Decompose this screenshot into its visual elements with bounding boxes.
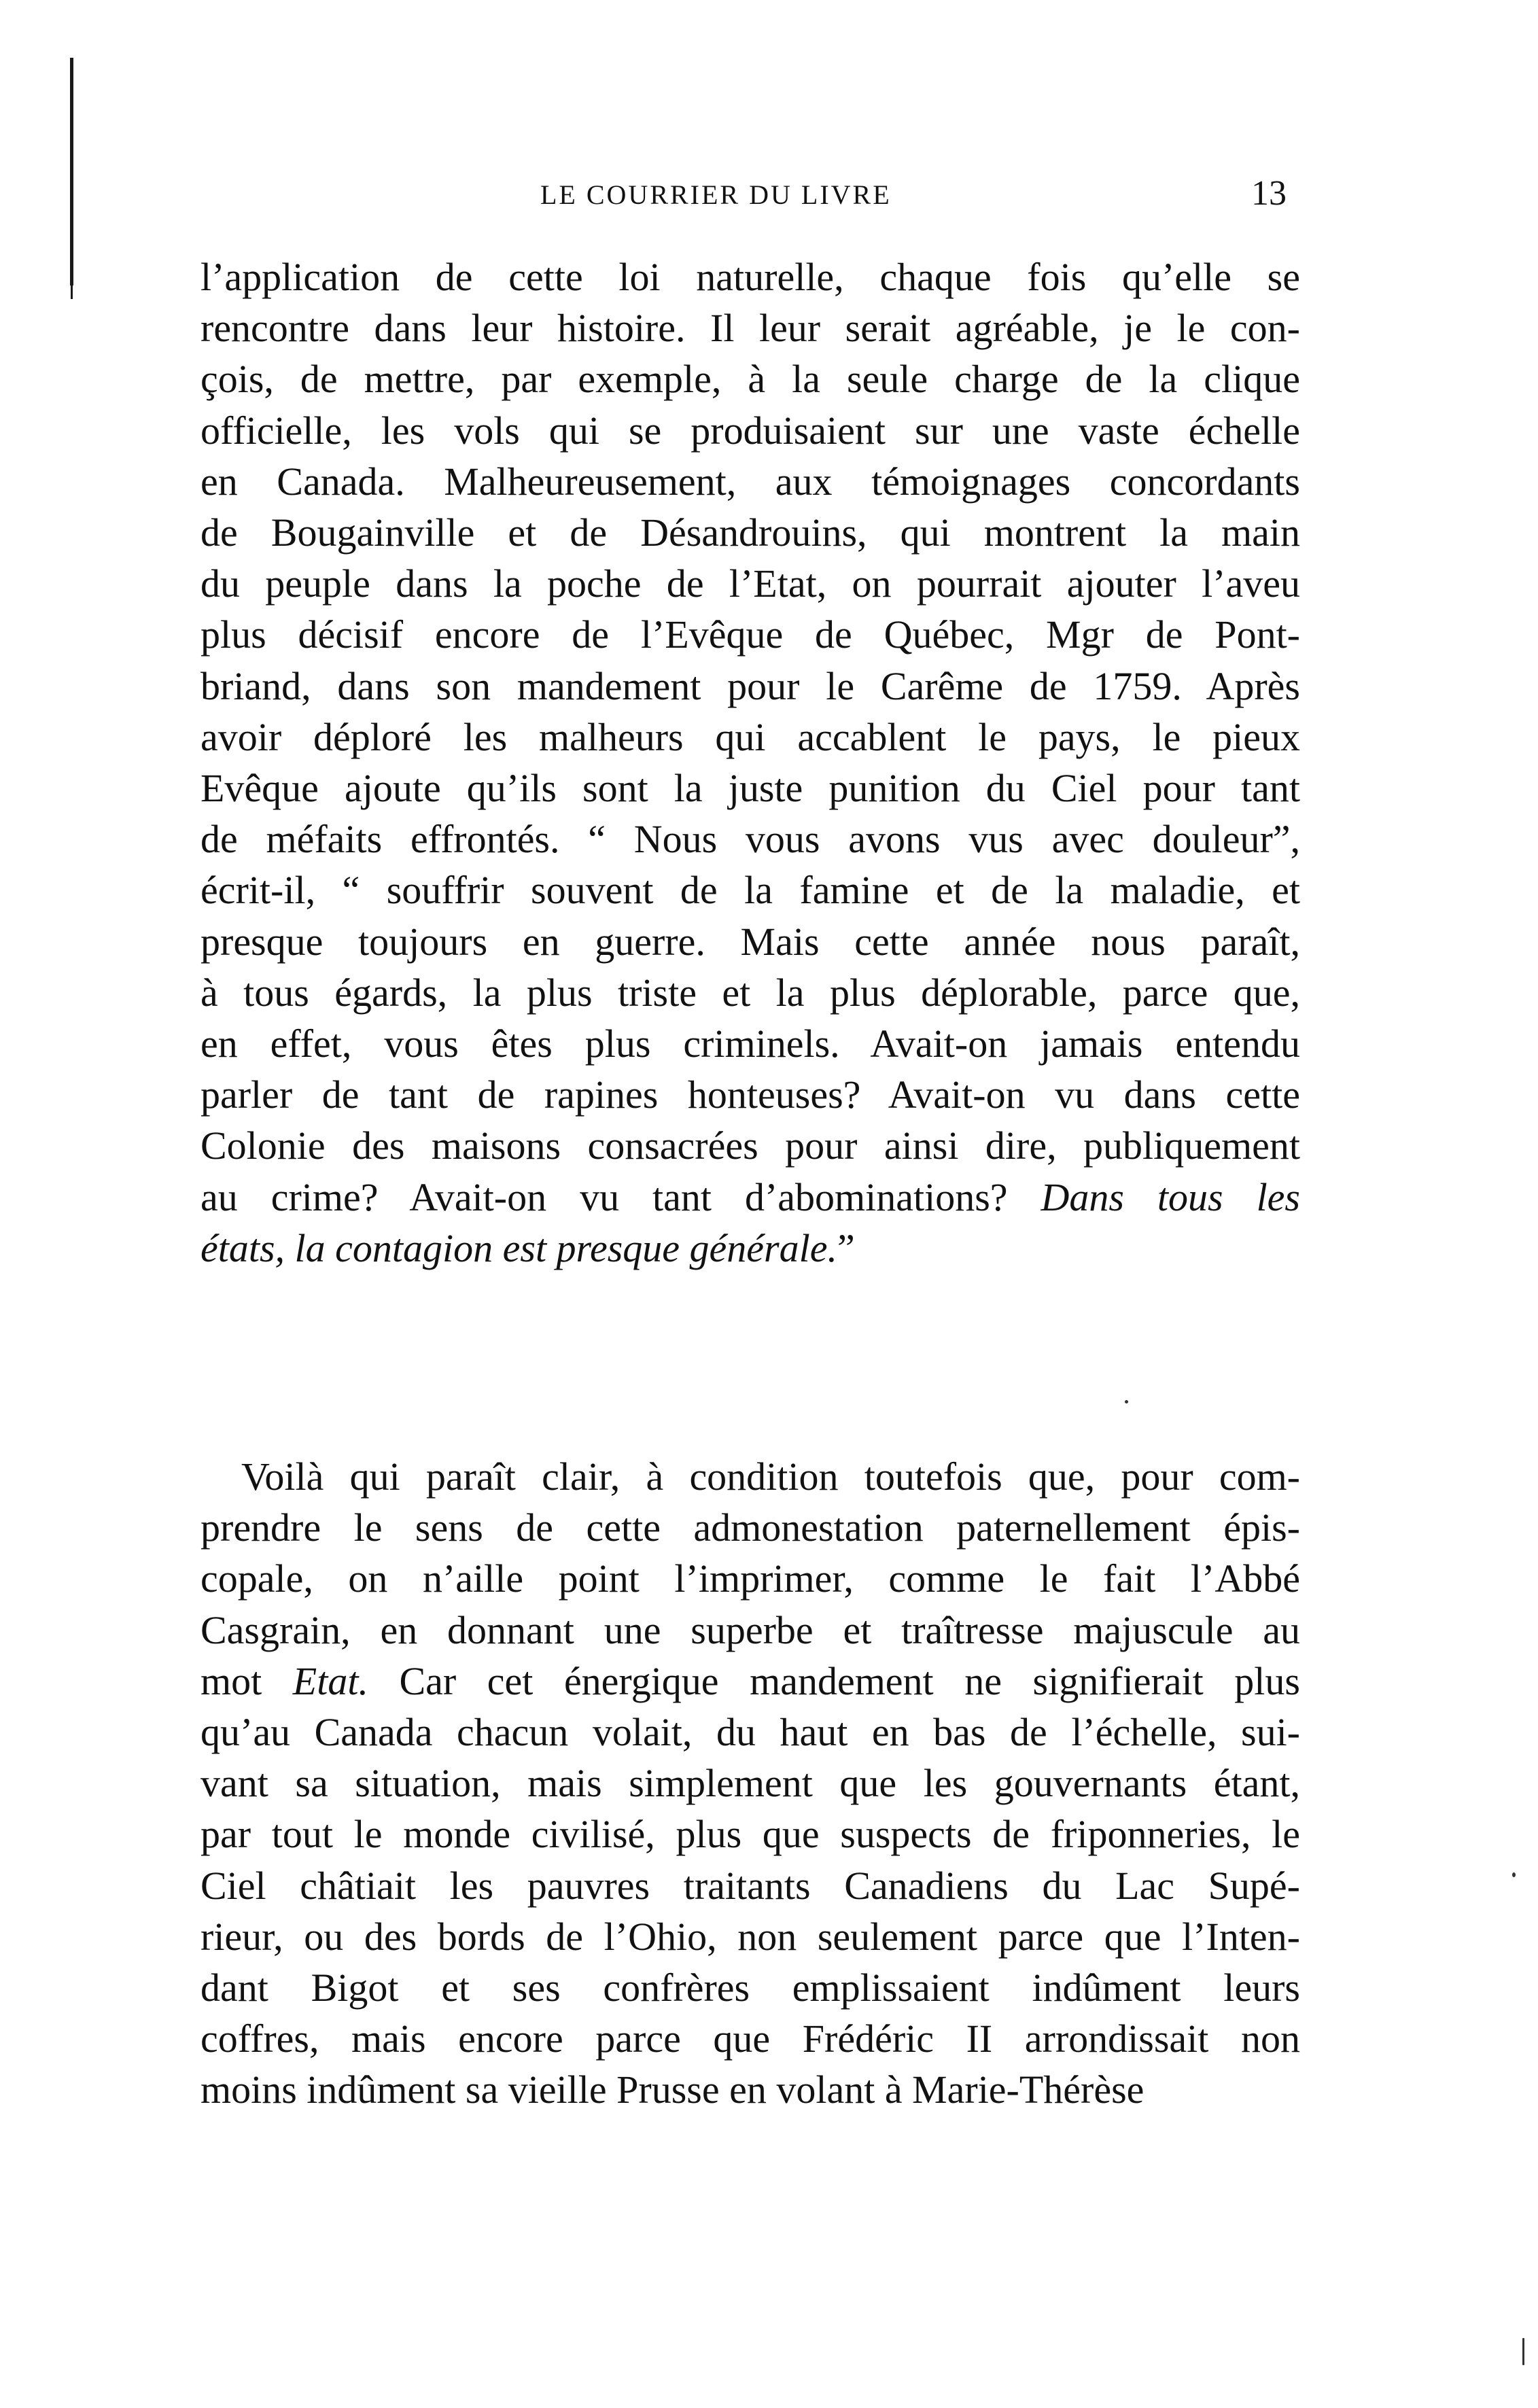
paragraph-2 — [200, 1451, 1300, 2116]
text-line: du peuple dans la poche de l’Etat, on pourrait ajouter l’aveu — [200, 561, 1300, 606]
italic-segment: Dans tous les — [1041, 1174, 1300, 1219]
text-line-mixed — [200, 1656, 1300, 1707]
running-title: LE COURRIER DU LIVRE — [540, 179, 892, 210]
text-line: Evêque ajoute qu’ils sont la juste punition du Ciel pour tant — [200, 766, 1300, 811]
text-line: de Bougainville et de Désandrouins, qui montrent la main — [200, 510, 1300, 555]
paragraph-1 — [200, 251, 1300, 1274]
text-line: vant sa situation, mais simplement que les gouvernants étant, — [200, 1761, 1300, 1806]
scan-speck — [1125, 1400, 1128, 1403]
text-segment: Car cet énergique mandement ne signifierait plus — [399, 1658, 1300, 1703]
text-line: l’application de cette loi naturelle, chaque fois qu’elle se — [200, 255, 1300, 299]
text-line: plus décisif encore de l’Evêque de Québec, Mgr de Pont- — [200, 612, 1300, 657]
text-line: rencontre dans leur histoire. Il leur serait agréable, je le con- — [200, 306, 1300, 351]
italic-segment: Etat. — [292, 1658, 368, 1703]
text-line: écrit-il, “ souffrir souvent de la famine et de la maladie, et — [200, 868, 1300, 913]
text-line: parler de tant de rapines honteuses? Avait-on vu dans cette — [200, 1072, 1300, 1117]
text-line: officielle, les vols qui se produisaient sur une vaste échelle — [200, 408, 1300, 453]
scan-speck — [1522, 2338, 1524, 2365]
text-line: avoir déploré les malheurs qui accablent le pays, le pieux — [200, 714, 1300, 759]
italic-quote: états, la contagion est presque générale. — [200, 1225, 837, 1270]
text-line-first: Voilà qui paraît clair, à condition toutefois que, pour com- — [241, 1454, 1300, 1499]
text-line: Colonie des maisons consacrées pour ainsi dire, publiquement — [200, 1123, 1300, 1168]
text-line: dant Bigot et ses confrères emplissaient indûment leurs — [200, 1966, 1300, 2010]
text-line-italic — [200, 1223, 1300, 1274]
text-line-mixed — [200, 1172, 1300, 1223]
text-line: à tous égards, la plus triste et la plus déplorable, parce que, — [200, 970, 1300, 1015]
text-line: coffres, mais encore parce que Frédéric II arrondissait non — [200, 2017, 1300, 2061]
page-number: 13 — [1251, 174, 1287, 213]
closing-quote: ” — [837, 1225, 855, 1270]
text-line: briand, dans son mandement pour le Carême de 1759. Après — [200, 663, 1300, 708]
text-line: prendre le sens de cette admonestation paternellement épis- — [200, 1505, 1300, 1550]
text-line: presque toujours en guerre. Mais cette année nous paraît, — [200, 919, 1300, 964]
scan-speck — [1512, 1872, 1516, 1877]
text-line: par tout le monde civilisé, plus que suspects de friponneries, le — [200, 1812, 1300, 1857]
running-head — [200, 173, 1287, 221]
text-line: Ciel châtiait les pauvres traitants Canadiens du Lac Supé- — [200, 1863, 1300, 1908]
text-segment: mot — [200, 1658, 262, 1703]
text-line: en Canada. Malheureusement, aux témoignages concordants — [200, 459, 1300, 504]
text-segment: au crime? Avait-on vu tant d’abominations? — [200, 1174, 1008, 1219]
text-line: rieur, ou des bords de l’Ohio, non seulement parce que l’Inten- — [200, 1914, 1300, 1959]
scan-margin-mark-lower — [71, 262, 73, 299]
text-line: copale, on n’aille point l’imprimer, comme le fait l’Abbé — [200, 1556, 1300, 1601]
text-line: en effet, vous êtes plus criminels. Avait-on jamais entendu — [200, 1022, 1300, 1066]
text-line: moins indûment sa vieille Prusse en volant à Marie-Thérèse — [200, 2067, 1144, 2112]
text-line: Casgrain, en donnant une superbe et traîtresse majuscule au — [200, 1607, 1300, 1652]
scan-margin-mark — [70, 58, 73, 285]
text-line: de méfaits effrontés. “ Nous vous avons vus avec douleur”, — [200, 817, 1300, 862]
text-line: çois, de mettre, par exemple, à la seule charge de la clique — [200, 357, 1300, 402]
text-line: qu’au Canada chacun volait, du haut en bas de l’échelle, sui- — [200, 1710, 1300, 1755]
